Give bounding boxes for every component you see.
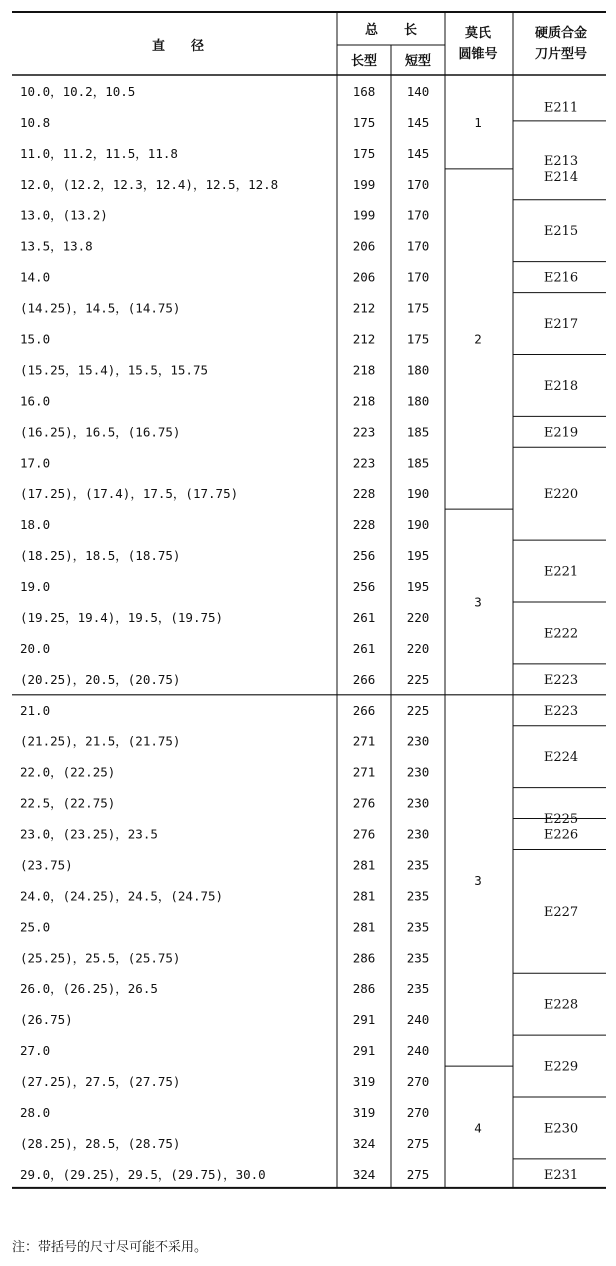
insert-type-cell: E216 <box>543 270 579 286</box>
insert-type-cell: E220 <box>543 487 579 503</box>
diameter-cell: 17.0 <box>20 455 51 471</box>
short-length-cell: 235 <box>406 981 430 997</box>
diameter-cell: 24.0，(24.25)，24.5，(24.75) <box>20 888 224 904</box>
long-length-cell: 206 <box>352 238 376 254</box>
short-length-cell: 220 <box>406 640 430 656</box>
short-length-cell: 235 <box>406 857 430 873</box>
short-length-cell: 230 <box>406 733 430 749</box>
insert-type-cell: E230 <box>543 1121 579 1137</box>
short-length-cell: 235 <box>406 919 430 935</box>
short-length-cell: 145 <box>406 145 430 161</box>
insert-type-cell: E213 <box>543 153 579 169</box>
morse-taper-cell: 2 <box>474 331 482 347</box>
diameter-cell: (18.25)，18.5，(18.75) <box>20 548 181 564</box>
short-length-cell: 180 <box>406 362 430 378</box>
short-length-cell: 230 <box>406 764 430 780</box>
long-length-cell: 324 <box>352 1135 376 1151</box>
long-length-cell: 212 <box>352 300 376 316</box>
short-length-cell: 195 <box>406 548 430 564</box>
header-diameter: 直 径 <box>151 39 205 54</box>
diameter-cell: 15.0 <box>20 331 51 347</box>
header-short-type: 短型 <box>404 54 432 69</box>
long-length-cell: 223 <box>352 424 376 440</box>
diameter-cell: 12.0，(12.2，12.3，12.4)，12.5，12.8 <box>20 176 279 192</box>
short-length-cell: 275 <box>406 1135 430 1151</box>
long-length-cell: 168 <box>352 83 376 99</box>
long-length-cell: 218 <box>352 393 376 409</box>
short-length-cell: 185 <box>406 424 430 440</box>
diameter-cell: (23.75) <box>20 857 73 873</box>
insert-type-cell: E223 <box>543 672 579 688</box>
long-length-cell: 271 <box>352 764 376 780</box>
diameter-cell: (19.25，19.4)，19.5，(19.75) <box>20 609 224 625</box>
long-length-cell: 286 <box>352 981 376 997</box>
short-length-cell: 270 <box>406 1074 430 1090</box>
diameter-cell: (15.25，15.4)，15.5，15.75 <box>20 362 209 378</box>
diameter-cell: 13.0，(13.2) <box>20 207 108 223</box>
long-length-cell: 276 <box>352 795 376 811</box>
long-length-cell: 281 <box>352 857 376 873</box>
long-length-cell: 261 <box>352 609 376 625</box>
header-insert-line2: 刀片型号 <box>534 47 588 62</box>
diameter-cell: 22.0，(22.25) <box>20 764 116 780</box>
short-length-cell: 235 <box>406 888 430 904</box>
diameter-cell: (27.25)，27.5，(27.75) <box>20 1074 181 1090</box>
header-insert-line1: 硬质合金 <box>534 26 588 41</box>
insert-type-cell: E211 <box>543 100 579 116</box>
long-length-cell: 286 <box>352 950 376 966</box>
diameter-cell: (14.25)，14.5，(14.75) <box>20 300 181 316</box>
morse-taper-cell: 1 <box>474 114 482 130</box>
long-length-cell: 175 <box>352 114 376 130</box>
long-length-cell: 291 <box>352 1012 376 1028</box>
diameter-cell: 10.0，10.2，10.5 <box>20 83 136 99</box>
long-length-cell: 256 <box>352 548 376 564</box>
diameter-cell: (20.25)，20.5，(20.75) <box>20 671 181 687</box>
table-body <box>20 84 578 1183</box>
insert-type-cell: E219 <box>543 425 579 441</box>
long-length-cell: 212 <box>352 331 376 347</box>
short-length-cell: 175 <box>406 300 430 316</box>
short-length-cell: 145 <box>406 114 430 130</box>
long-length-cell: 319 <box>352 1104 376 1120</box>
insert-type-cell: E227 <box>543 904 579 920</box>
insert-type-cell: E226 <box>543 827 579 843</box>
short-length-cell: 225 <box>406 702 430 718</box>
long-length-cell: 223 <box>352 455 376 471</box>
diameter-cell: (16.25)，16.5，(16.75) <box>20 424 181 440</box>
short-length-cell: 235 <box>406 950 430 966</box>
short-length-cell: 140 <box>406 83 430 99</box>
insert-type-cell: E214 <box>543 169 579 185</box>
insert-type-cell: E215 <box>543 224 579 240</box>
short-length-cell: 270 <box>406 1104 430 1120</box>
morse-taper-cell: 4 <box>474 1120 482 1136</box>
header-morse-line2: 圆锥号 <box>458 47 498 62</box>
insert-type-cell: E224 <box>543 750 579 766</box>
long-length-cell: 175 <box>352 145 376 161</box>
long-length-cell: 261 <box>352 640 376 656</box>
insert-type-cell: E222 <box>543 626 579 642</box>
insert-type-cell: E223 <box>543 703 579 719</box>
long-length-cell: 266 <box>352 702 376 718</box>
short-length-cell: 190 <box>406 517 430 533</box>
diameter-cell: 28.0 <box>20 1104 51 1120</box>
diameter-cell: 19.0 <box>20 579 51 595</box>
header-long-type: 长型 <box>350 54 378 69</box>
short-length-cell: 180 <box>406 393 430 409</box>
long-length-cell: 281 <box>352 919 376 935</box>
long-length-cell: 218 <box>352 362 376 378</box>
diameter-cell: 21.0 <box>20 702 51 718</box>
long-length-cell: 228 <box>352 486 376 502</box>
diameter-cell: 11.0，11.2，11.5，11.8 <box>20 145 178 161</box>
diameter-cell: 18.0 <box>20 517 51 533</box>
header-morse-line1: 莫氏 <box>464 26 492 41</box>
long-length-cell: 319 <box>352 1074 376 1090</box>
insert-type-cell: E229 <box>543 1059 579 1075</box>
long-length-cell: 271 <box>352 733 376 749</box>
short-length-cell: 170 <box>406 176 430 192</box>
long-length-cell: 266 <box>352 671 376 687</box>
morse-taper-cell: 3 <box>474 594 482 610</box>
short-length-cell: 175 <box>406 331 430 347</box>
short-length-cell: 220 <box>406 609 430 625</box>
short-length-cell: 170 <box>406 207 430 223</box>
short-length-cell: 170 <box>406 269 430 285</box>
morse-taper-cell: 3 <box>474 872 482 888</box>
diameter-cell: 10.8 <box>20 114 51 130</box>
long-length-cell: 276 <box>352 826 376 842</box>
diameter-cell: 26.0，(26.25)，26.5 <box>20 981 158 997</box>
long-length-cell: 206 <box>352 269 376 285</box>
diameter-cell: (21.25)，21.5，(21.75) <box>20 733 181 749</box>
long-length-cell: 199 <box>352 207 376 223</box>
short-length-cell: 195 <box>406 579 430 595</box>
diameter-cell: 13.5，13.8 <box>20 238 93 254</box>
short-length-cell: 275 <box>406 1166 430 1182</box>
long-length-cell: 291 <box>352 1043 376 1059</box>
diameter-cell: 22.5，(22.75) <box>20 795 116 811</box>
long-length-cell: 324 <box>352 1166 376 1182</box>
long-length-cell: 281 <box>352 888 376 904</box>
diameter-cell: (28.25)，28.5，(28.75) <box>20 1135 181 1151</box>
short-length-cell: 230 <box>406 795 430 811</box>
diameter-cell: 20.0 <box>20 640 51 656</box>
short-length-cell: 185 <box>406 455 430 471</box>
insert-type-cell: E228 <box>543 997 579 1013</box>
diameter-cell: 27.0 <box>20 1043 51 1059</box>
insert-type-cell: E225 <box>543 812 579 828</box>
short-length-cell: 225 <box>406 671 430 687</box>
short-length-cell: 230 <box>406 826 430 842</box>
short-length-cell: 240 <box>406 1012 430 1028</box>
short-length-cell: 240 <box>406 1043 430 1059</box>
insert-type-cell: E218 <box>543 378 579 394</box>
short-length-cell: 170 <box>406 238 430 254</box>
diameter-cell: (17.25)，(17.4)，17.5，(17.75) <box>20 486 239 502</box>
diameter-cell: (25.25)，25.5，(25.75) <box>20 950 181 966</box>
insert-type-cell: E231 <box>543 1167 579 1183</box>
header-total-length: 总 长 <box>364 23 418 38</box>
diameter-cell: (26.75) <box>20 1012 73 1028</box>
diameter-cell: 14.0 <box>20 269 51 285</box>
long-length-cell: 199 <box>352 176 376 192</box>
insert-type-cell: E217 <box>543 317 579 333</box>
long-length-cell: 228 <box>352 517 376 533</box>
long-length-cell: 256 <box>352 579 376 595</box>
diameter-cell: 29.0，(29.25)，29.5，(29.75)，30.0 <box>20 1166 266 1182</box>
diameter-cell: 25.0 <box>20 919 51 935</box>
table-footnote: 注：带括号的尺寸尽可能不采用。 <box>12 1240 208 1255</box>
diameter-cell: 16.0 <box>20 393 51 409</box>
insert-type-cell: E221 <box>543 564 579 580</box>
short-length-cell: 190 <box>406 486 430 502</box>
diameter-cell: 23.0，(23.25)，23.5 <box>20 826 158 842</box>
